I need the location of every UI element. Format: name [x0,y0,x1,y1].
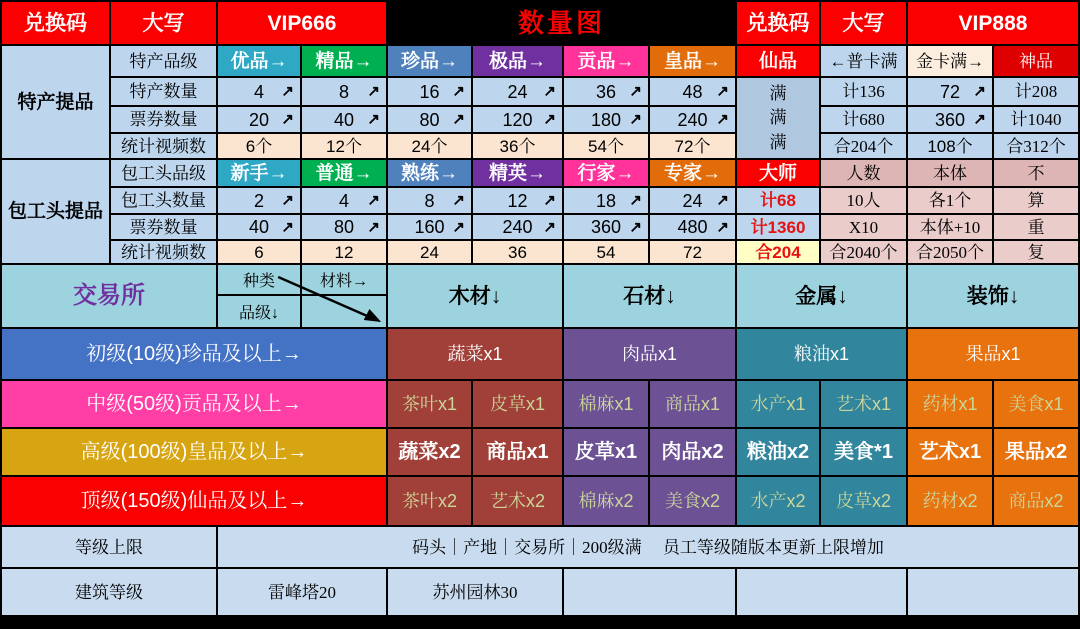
row-label-foreman-videos: 统计视频数 [111,241,216,263]
mid-item-4: 水产x1 [737,381,819,427]
redeem-code-header-left: 兑换码 [2,2,109,44]
special-ticket-3: 120 ↗ [473,107,562,132]
foreman-video-3: 36 [473,241,562,263]
xianpin-full-cell: 满 满 满 [737,78,819,158]
mid-item-1: 皮草x1 [473,381,562,427]
puka-count-total: 计136 [821,78,906,105]
grade-jingpin: 精品→ [302,46,386,76]
matrix-kind-label: 种类 [218,265,302,296]
grade-hangjia: 行家→ [564,160,648,186]
top-item-0: 茶叶x2 [388,477,471,525]
grade-shulian: 熟练→ [388,160,471,186]
high-item-6: 艺术x1 [908,429,992,475]
vip888-code: VIP888 [908,2,1078,44]
row-label-special-count: 特产数量 [111,78,216,105]
up-right-arrow-icon: ↗ [452,83,465,100]
top-item-5: 皮草x2 [821,477,906,525]
grade-zhenpin: 珍品→ [388,46,471,76]
building-4 [908,569,1078,615]
grade-gongpin: 贡品→ [564,46,648,76]
body-r1: 各1个 [908,188,992,213]
people-r1: 10人 [821,188,906,213]
high-item-5: 美食*1 [821,429,906,475]
row-label-foreman-grade: 包工头品级 [111,160,216,186]
primary-stone-item: 肉品x1 [564,329,735,379]
building-level-label: 建筑等级 [2,569,216,615]
up-right-arrow-icon: ↗ [367,218,380,236]
high-item-0: 蔬菜x2 [388,429,471,475]
puka-full-header: ←普卡满 [821,46,906,76]
up-right-arrow-icon: ↗ [543,192,556,209]
foreman-count-4: 18 ↗ [564,188,648,213]
mid-item-3: 商品x1 [650,381,735,427]
foreman-count-1: 4 ↗ [302,188,386,213]
special-video-1: 12个 [302,134,386,158]
people-r2: X10 [821,215,906,239]
foreman-video-4: 54 [564,241,648,263]
note-char-0: 不 [994,160,1078,186]
shen-video-total: 合312个 [994,134,1078,158]
up-right-arrow-icon: ↗ [716,218,729,236]
high-item-2: 皮草x1 [564,429,648,475]
special-video-2: 24个 [388,134,471,158]
exchange-title: 交易所 [2,265,216,327]
row-label-special-videos: 统计视频数 [111,134,216,158]
building-1: 苏州园林30 [388,569,562,615]
matrix-grade-label: 品级↓ [218,296,302,327]
grade-zhuanjia: 专家→ [650,160,735,186]
mid-item-2: 棉麻x1 [564,381,648,427]
uppercase-header-right: 大写 [821,2,906,44]
mid-item-0: 茶叶x1 [388,381,471,427]
up-right-arrow-icon: ↗ [281,83,294,100]
grade-jipin: 极品→ [473,46,562,76]
row-label-foreman-tickets: 票券数量 [111,215,216,239]
up-right-arrow-icon: ↗ [716,83,729,100]
special-count-0: 4 ↗ [218,78,300,105]
material-stone-header: 石材↓ [564,265,735,327]
section-special-label: 特产提品 [2,46,109,158]
level-row-high-label: 高级(100级)皇品及以上→ [2,429,386,475]
shen-count-total: 计208 [994,78,1078,105]
special-count-2: 16 ↗ [388,78,471,105]
special-ticket-4: 180 ↗ [564,107,648,132]
high-item-4: 粮油x2 [737,429,819,475]
row-label-special-grade: 特产品级 [111,46,216,76]
top-item-1: 艺术x2 [473,477,562,525]
special-ticket-2: 80 ↗ [388,107,471,132]
up-right-arrow-icon: ↗ [281,192,294,209]
top-item-2: 棉麻x2 [564,477,648,525]
high-item-7: 果品x2 [994,429,1078,475]
top-item-3: 美食x2 [650,477,735,525]
level-cap-label: 等级上限 [2,527,216,567]
high-item-3: 肉品x2 [650,429,735,475]
master-count-total: 计68 [737,188,819,213]
mid-item-7: 美食x1 [994,381,1078,427]
foreman-ticket-1: 80 ↗ [302,215,386,239]
mid-item-5: 艺术x1 [821,381,906,427]
uppercase-header-left: 大写 [111,2,216,44]
body-r3: 合2050个 [908,241,992,263]
special-ticket-0: 20 ↗ [218,107,300,132]
jinka-count: 72 ↗ [908,78,992,105]
section-foreman-label: 包工头提品 [2,160,109,263]
top-item-4: 水产x2 [737,477,819,525]
up-right-arrow-icon: ↗ [973,83,986,100]
special-video-5: 72个 [650,134,735,158]
building-3 [737,569,906,615]
up-right-arrow-icon: ↗ [452,192,465,209]
building-0: 雷峰塔20 [218,569,386,615]
people-header: 人数 [821,160,906,186]
building-2 [564,569,735,615]
master-video-total: 合204 [737,241,819,263]
primary-metal-item: 粮油x1 [737,329,906,379]
puka-video-total: 合204个 [821,134,906,158]
level-row-primary-label: 初级(10级)珍品及以上→ [2,329,386,379]
body-r2: 本体+10 [908,215,992,239]
row-label-special-tickets: 票券数量 [111,107,216,132]
grade-huangpin: 皇品→ [650,46,735,76]
high-item-1: 商品x1 [473,429,562,475]
special-count-4: 36 ↗ [564,78,648,105]
people-r3: 合2040个 [821,241,906,263]
special-ticket-5: 240 ↗ [650,107,735,132]
foreman-video-0: 6 [218,241,300,263]
up-right-arrow-icon: ↗ [543,218,556,236]
primary-wood-item: 蔬菜x1 [388,329,562,379]
material-metal-header: 金属↓ [737,265,906,327]
up-right-arrow-icon: ↗ [629,83,642,100]
material-deco-header: 装饰↓ [908,265,1078,327]
up-right-arrow-icon: ↗ [452,111,465,128]
up-right-arrow-icon: ↗ [452,218,465,236]
master-ticket-total: 计1360 [737,215,819,239]
grade-youpin: 优品→ [218,46,300,76]
up-right-arrow-icon: ↗ [629,192,642,209]
puka-ticket-total: 计680 [821,107,906,132]
special-video-3: 36个 [473,134,562,158]
foreman-ticket-4: 360 ↗ [564,215,648,239]
grade-xianpin: 仙品 [737,46,819,76]
level-cap-text: 码头｜产地｜交易所｜200级满 员工等级随版本更新上限增加 [218,527,1078,567]
foreman-count-5: 24 ↗ [650,188,735,213]
up-right-arrow-icon: ↗ [367,83,380,100]
redeem-code-header-right: 兑换码 [737,2,819,44]
special-count-5: 48 ↗ [650,78,735,105]
diagonal-arrow-icon [218,265,386,327]
top-item-7: 商品x2 [994,477,1078,525]
foreman-ticket-0: 40 ↗ [218,215,300,239]
note-char-1: 算 [994,188,1078,213]
up-right-arrow-icon: ↗ [716,111,729,128]
foreman-video-2: 24 [388,241,471,263]
foreman-ticket-2: 160 ↗ [388,215,471,239]
jinka-video-total: 108个 [908,134,992,158]
up-right-arrow-icon: ↗ [543,83,556,100]
foreman-count-0: 2 ↗ [218,188,300,213]
primary-deco-item: 果品x1 [908,329,1078,379]
exchange-matrix-header [218,265,386,327]
up-right-arrow-icon: ↗ [543,111,556,128]
page-title: 数量图 [388,2,735,44]
foreman-count-2: 8 ↗ [388,188,471,213]
special-video-0: 6个 [218,134,300,158]
special-video-4: 54个 [564,134,648,158]
special-ticket-1: 40 ↗ [302,107,386,132]
up-right-arrow-icon: ↗ [367,192,380,209]
grade-shenpin: 神品 [994,46,1078,76]
body-header: 本体 [908,160,992,186]
special-count-3: 24 ↗ [473,78,562,105]
foreman-ticket-3: 240 ↗ [473,215,562,239]
up-right-arrow-icon: ↗ [973,111,986,128]
special-count-1: 8 ↗ [302,78,386,105]
jinka-ticket: 360 ↗ [908,107,992,132]
top-item-6: 药材x2 [908,477,992,525]
jinka-full-header: 金卡满→ [908,46,992,76]
matrix-material-label: 材料→ [302,265,386,296]
mid-item-6: 药材x1 [908,381,992,427]
level-row-top-label: 顶级(150级)仙品及以上→ [2,477,386,525]
foreman-video-5: 72 [650,241,735,263]
note-char-3: 复 [994,241,1078,263]
grade-dashi: 大师 [737,160,819,186]
foreman-video-1: 12 [302,241,386,263]
foreman-count-3: 12 ↗ [473,188,562,213]
up-right-arrow-icon: ↗ [367,111,380,128]
up-right-arrow-icon: ↗ [281,111,294,128]
row-label-foreman-count: 包工头数量 [111,188,216,213]
up-right-arrow-icon: ↗ [629,218,642,236]
up-right-arrow-icon: ↗ [629,111,642,128]
up-right-arrow-icon: ↗ [716,192,729,209]
shen-ticket-total: 计1040 [994,107,1078,132]
grade-xinshou: 新手→ [218,160,300,186]
grade-putong: 普通→ [302,160,386,186]
note-char-2: 重 [994,215,1078,239]
grade-jingying: 精英→ [473,160,562,186]
up-right-arrow-icon: ↗ [281,218,294,236]
foreman-ticket-5: 480 ↗ [650,215,735,239]
material-wood-header: 木材↓ [388,265,562,327]
level-row-mid-label: 中级(50级)贡品及以上→ [2,381,386,427]
vip666-code: VIP666 [218,2,386,44]
